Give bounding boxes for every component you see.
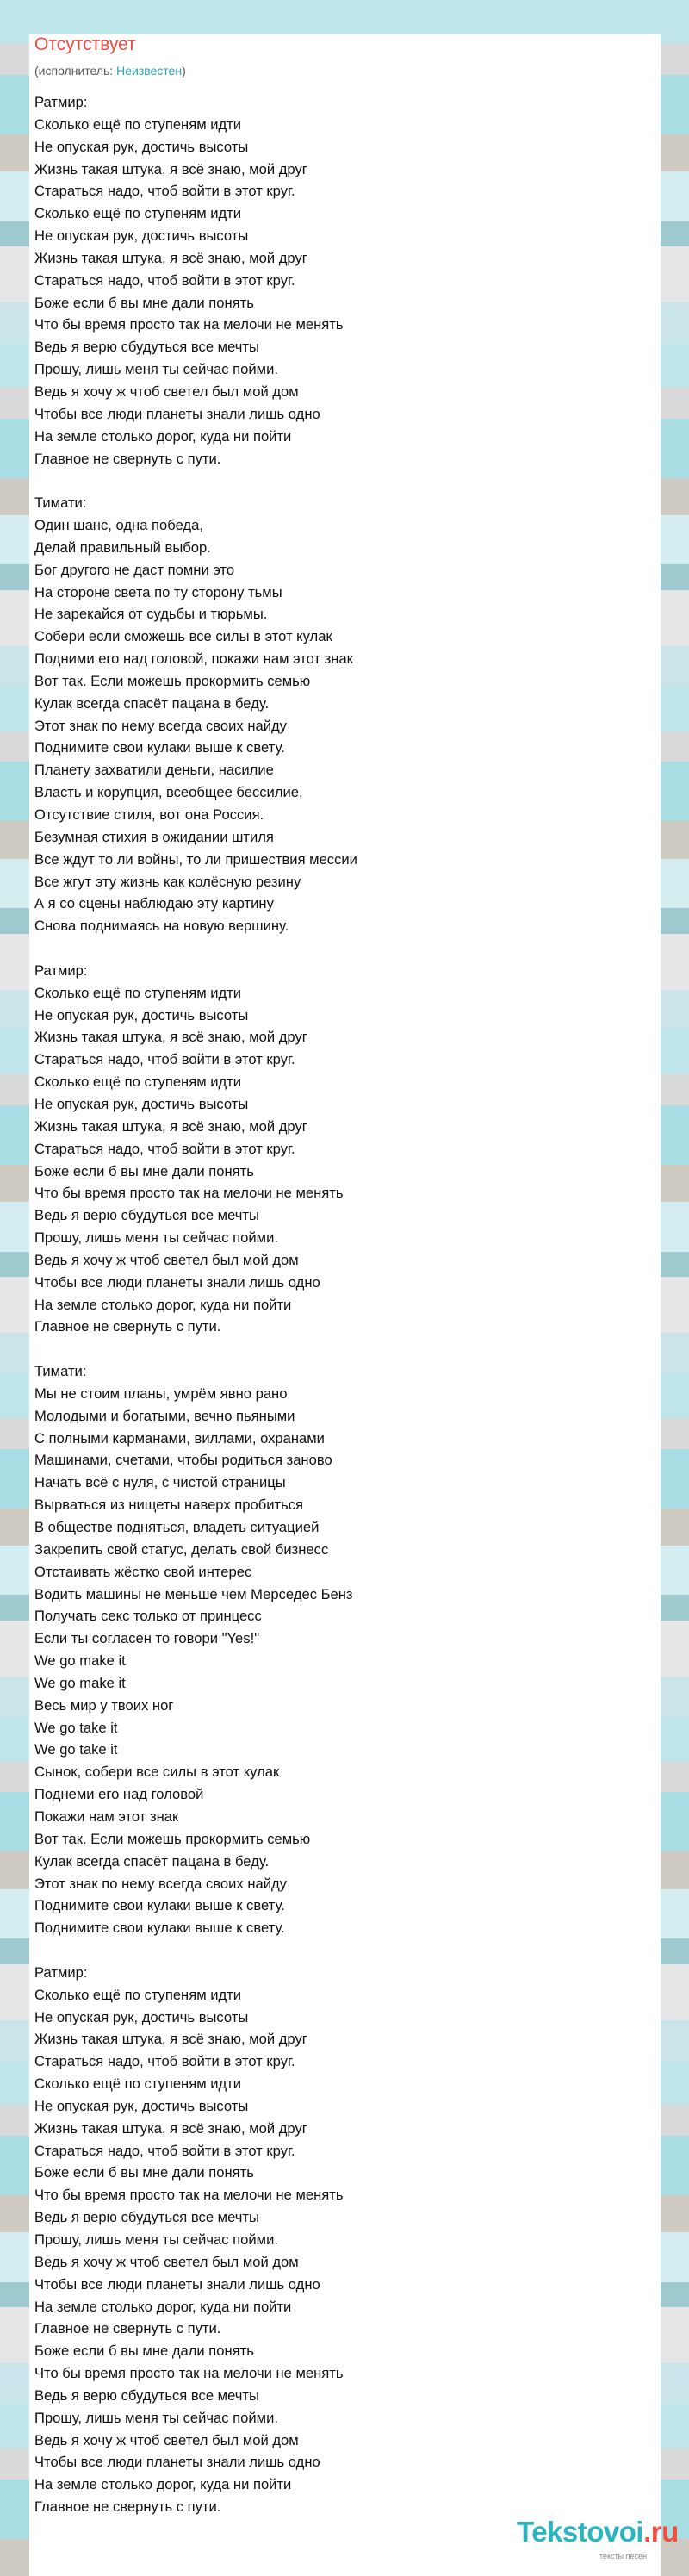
lyric-line: Ратмир:	[34, 94, 88, 110]
lyric-line: Сколько ещё по ступеням идти	[34, 1986, 242, 2003]
song-title: Отсутствует	[34, 34, 136, 54]
lyric-line: Боже если б вы мне дали понять	[34, 2343, 254, 2360]
lyric-line: На земле столько дорог, куда ни пойти	[34, 2298, 292, 2315]
lyric-line: Стараться надо, чтоб войти в этот круг.	[34, 1140, 295, 1157]
lyric-line: Вот так. Если можешь прокормить семью	[34, 672, 311, 689]
lyric-line: Стараться надо, чтоб войти в этот круг.	[34, 1051, 295, 1068]
site-logo[interactable]	[517, 2516, 689, 2567]
lyric-line: Тимати:	[34, 1363, 87, 1380]
lyric-line: Сколько ещё по ступеням идти	[34, 205, 242, 222]
lyric-line: Боже если б вы мне дали понять	[34, 2164, 254, 2181]
lyric-line: Ведь я верю сбудуться все мечты	[34, 1207, 259, 1224]
logo-tagline: тексты песен	[599, 2552, 648, 2560]
lyric-line: На земле столько дорог, куда ни пойти	[34, 427, 292, 445]
lyric-line: Стараться надо, чтоб войти в этот круг.	[34, 271, 295, 289]
lyric-line: Чтобы все люди планеты знали лишь одно	[34, 1273, 320, 1291]
lyric-line: Боже если б вы мне дали понять	[34, 294, 254, 311]
lyric-line: Ведь я хочу ж чтоб светел был мой дом	[34, 2431, 299, 2448]
lyric-line: Жизнь такая штука, я всё знаю, мой друг	[34, 1117, 307, 1135]
lyric-line: Что бы время просто так на мелочи не менять	[34, 316, 344, 333]
lyric-line: Прошу, лишь меня ты сейчас пойми.	[34, 361, 278, 378]
lyric-line: Ведь я хочу ж чтоб светел был мой дом	[34, 1251, 299, 1268]
lyric-line: Не опуская рук, достичь высоты	[34, 227, 249, 245]
lyric-line: Ратмир:	[34, 961, 88, 979]
lyric-line: We go take it	[34, 1719, 118, 1736]
lyric-line: Чтобы все люди планеты знали лишь одно	[34, 2454, 320, 2471]
lyric-line: Стараться надо, чтоб войти в этот круг.	[34, 183, 295, 200]
lyric-line: Прошу, лишь меня ты сейчас пойми.	[34, 1229, 278, 1247]
lyric-line: Поднимите свои кулаки выше к свету.	[34, 1897, 285, 1914]
lyric-line: Стараться надо, чтоб войти в этот круг.	[34, 2142, 295, 2159]
artist-link[interactable]: Неизвестен	[116, 64, 183, 78]
lyric-line: Кулак всегда спасёт пацана в беду.	[34, 1852, 270, 1870]
lyric-line: Чтобы все люди планеты знали лишь одно	[34, 405, 320, 422]
logo-part-2: .ru	[643, 2516, 679, 2548]
lyric-line: Кулак всегда спасёт пацана в беду.	[34, 694, 270, 712]
lyric-line: Боже если б вы мне дали понять	[34, 1162, 254, 1179]
lyric-line: Молодыми и богатыми, вечно пьяными	[34, 1407, 295, 1424]
lyric-line: Власть и корупция, всеобщее бессилие,	[34, 784, 303, 801]
lyric-line: Ведь я хочу ж чтоб светел был мой дом	[34, 2253, 299, 2270]
lyric-line: We go take it	[34, 1741, 118, 1758]
lyric-line: Ведь я верю сбудуться все мечты	[34, 2209, 259, 2226]
lyric-line: С полными карманами, виллами, охранами	[34, 1429, 325, 1447]
lyric-line: Что бы время просто так на мелочи не менять	[34, 1185, 344, 1202]
lyric-line: Подними его над головой, покажи нам этот знак	[34, 650, 353, 668]
logo-part-1: Tekstovoi	[517, 2516, 644, 2548]
lyric-line: Весь мир у твоих ног	[34, 1696, 174, 1714]
lyric-line: Поднимите свои кулаки выше к свету.	[34, 1920, 285, 1937]
lyrics-text	[34, 91, 655, 2518]
lyric-line: Этот знак по нему всегда своих найду	[34, 717, 287, 734]
lyric-line: Бог другого не даст помни это	[34, 561, 235, 578]
stanza-break	[34, 470, 655, 492]
lyric-line: Все ждут то ли войны, то ли пришествия мессии	[34, 850, 357, 868]
lyric-line: Мы не стоим планы, умрём явно рано	[34, 1384, 288, 1402]
lyric-line: Не опуская рук, достичь высоты	[34, 2097, 249, 2114]
lyric-line: Снова поднимаясь на новую вершину.	[34, 918, 289, 935]
lyric-line: Отстаивать жёстко свой интерес	[34, 1563, 252, 1580]
lyric-line: Что бы время просто так на мелочи не менять	[34, 2187, 344, 2204]
lyric-line: На стороне света по ту сторону тьмы	[34, 583, 282, 600]
lyric-line: Делай правильный выбор.	[34, 538, 211, 556]
lyric-line: Сколько ещё по ступеням идти	[34, 115, 242, 133]
lyric-line: Поднимите свои кулаки выше к свету.	[34, 739, 285, 756]
lyric-line: На земле столько дорог, куда ни пойти	[34, 1296, 292, 1313]
lyric-line: Не зарекайся от судьбы и тюрьмы.	[34, 606, 268, 623]
lyric-line: Вот так. Если можешь прокормить семью	[34, 1830, 311, 1847]
lyric-line: Получать секс только от принцесс	[34, 1608, 262, 1625]
lyric-line: Жизнь такая штука, я всё знаю, мой друг	[34, 160, 307, 177]
lyric-line: Не опуская рук, достичь высоты	[34, 138, 249, 155]
lyric-line: В обществе подняться, владеть ситуацией	[34, 1519, 320, 1535]
lyric-line: Сколько ещё по ступеням идти	[34, 984, 242, 1001]
lyrics-card	[29, 34, 679, 2576]
lyric-line: Начать всё с нуля, с чистой страницы	[34, 1474, 286, 1491]
logo-wordmark	[517, 2516, 679, 2548]
lyric-line: Прошу, лишь меня ты сейчас пойми.	[34, 2231, 278, 2248]
lyric-line: Собери если сможешь все силы в этот кулак	[34, 628, 332, 645]
stanza-break	[34, 1939, 655, 1962]
lyric-line: Что бы время просто так на мелочи не менять	[34, 2365, 344, 2382]
lyric-line: We go make it	[34, 1652, 126, 1670]
lyric-line: Отсутствие стиля, вот она Россия.	[34, 806, 264, 823]
lyric-line: Этот знак по нему всегда своих найду	[34, 1875, 287, 1892]
lyric-line: Покажи нам этот знак	[34, 1808, 179, 1825]
lyric-line: Все жгут эту жизнь как колёсную резину	[34, 873, 301, 890]
lyric-line: Чтобы все люди планеты знали лишь одно	[34, 2275, 320, 2293]
lyric-line: Главное не свернуть с пути.	[34, 2498, 221, 2516]
lyric-line: Водить машины не меньше чем Мерседес Бенз	[34, 1585, 353, 1602]
lyric-line: Главное не свернуть с пути.	[34, 450, 221, 467]
lyric-line: На земле столько дорог, куда ни пойти	[34, 2476, 292, 2493]
lyric-line: Ведь я верю сбудуться все мечты	[34, 339, 259, 356]
lyric-line: Если ты согласен то говори "Yes!"	[34, 1630, 260, 1647]
lyric-line: Жизнь такая штука, я всё знаю, мой друг	[34, 249, 307, 266]
lyric-line: Жизнь такая штука, я всё знаю, мой друг	[34, 1029, 307, 1046]
lyric-line: Сколько ещё по ступеням идти	[34, 1073, 242, 1091]
lyric-line: Сынок, собери все силы в этот кулак	[34, 1764, 280, 1781]
lyric-line: Не опуская рук, достичь высоты	[34, 1095, 249, 1112]
credit-suffix: )	[182, 64, 186, 78]
lyric-line: Жизнь такая штука, я всё знаю, мой друг	[34, 2031, 307, 2048]
lyric-line: Закрепить свой статус, делать свой бизнесс	[34, 1540, 329, 1558]
lyric-line: Машинами, счетами, чтобы родиться заново	[34, 1452, 332, 1469]
lyric-line: Ведь я верю сбудуться все мечты	[34, 2386, 259, 2404]
lyric-line: Планету захватили деньги, насилие	[34, 762, 274, 779]
artist-credit	[34, 64, 186, 78]
lyric-line: Сколько ещё по ступеням идти	[34, 2075, 242, 2093]
lyric-line: Один шанс, одна победа,	[34, 517, 203, 534]
lyric-line: Прошу, лишь меня ты сейчас пойми.	[34, 2409, 278, 2426]
stanza-break	[34, 937, 655, 960]
lyric-line: Тимати:	[34, 495, 87, 512]
lyric-line: А я со сцены наблюдаю эту картину	[34, 895, 274, 912]
lyric-line: Ратмир:	[34, 1963, 88, 1981]
credit-prefix: (исполнитель:	[34, 64, 117, 78]
lyric-line: Поднеми его над головой	[34, 1786, 204, 1803]
stanza-break	[34, 1338, 655, 1360]
lyric-line: Главное не свернуть с пути.	[34, 1318, 221, 1335]
lyric-line: Ведь я хочу ж чтоб светел был мой дом	[34, 383, 299, 400]
lyric-line: Не опуская рук, достичь высоты	[34, 2008, 249, 2025]
lyric-line: Не опуская рук, достичь высоты	[34, 1006, 249, 1024]
lyric-line: Вырваться из нищеты наверх пробиться	[34, 1496, 303, 1514]
lyric-line: Стараться надо, чтоб войти в этот круг.	[34, 2053, 295, 2070]
lyric-line: Главное не свернуть с пути.	[34, 2320, 221, 2337]
lyric-line: Жизнь такая штука, я всё знаю, мой друг	[34, 2119, 307, 2137]
lyric-line: Безумная стихия в ожидании штиля	[34, 828, 274, 845]
lyric-line: We go make it	[34, 1674, 126, 1691]
